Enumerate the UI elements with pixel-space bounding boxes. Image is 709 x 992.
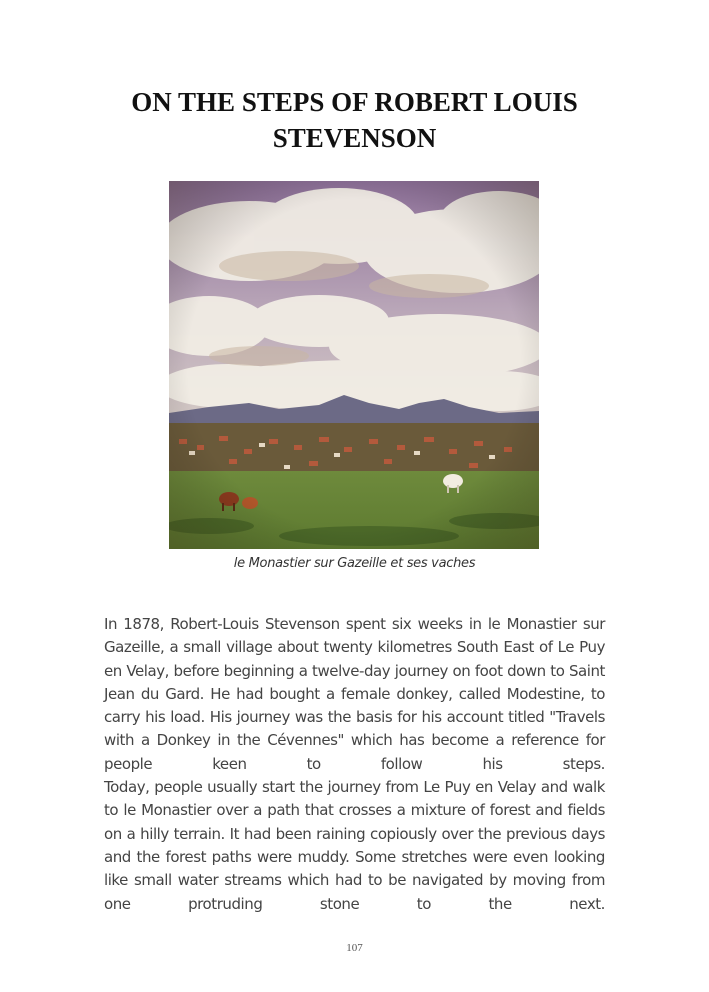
paragraph: Today, people usually start the journey from Le Puy en Velay and walk to le Monastier over a path that crosses a mixture of forest and fields on a hilly terrain. It had been raining copiously over the previous days and the forest paths were muddy. Some stretches were even looking like small water streams which had to be navigated by moving from one protruding stone to the next. xyxy=(104,778,605,913)
landscape-photo xyxy=(169,181,539,549)
landscape-photo-icon xyxy=(169,181,539,549)
figure-caption: le Monastier sur Gazeille et ses vaches xyxy=(233,556,476,571)
body-text xyxy=(104,613,605,916)
page-number: 107 xyxy=(346,942,363,954)
page-title: ON THE STEPS OF ROBERT LOUIS STEVENSON xyxy=(131,87,578,153)
paragraph: In 1878, Robert-Louis Stevenson spent six weeks in le Monastier sur Gazeille, a small village about twenty kilometres South East of Le Puy en Velay, before beginning a twelve-day journey on foot down to Saint Jean du Gard. He had bought a female donkey, called Modestine, to carry his load. His journey was the basis for his account titled "Travels with a Donkey in the Cévennes" which has become a reference for people keen to follow his steps. xyxy=(104,615,605,773)
